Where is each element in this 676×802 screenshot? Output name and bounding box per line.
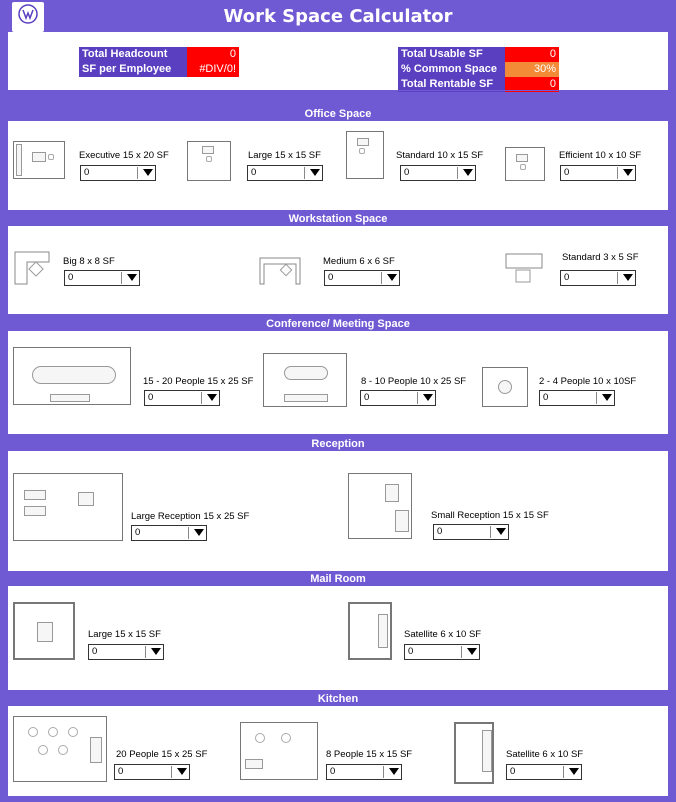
item-label-efficient: Efficient 10 x 10 SF bbox=[559, 150, 642, 161]
reception-panel bbox=[8, 451, 668, 571]
medium-workstation-dropdown[interactable]: 0 bbox=[324, 270, 400, 286]
item-label-standard-workstation: Standard 3 x 5 SF bbox=[562, 252, 639, 263]
large-reception-dropdown[interactable]: 0 bbox=[131, 525, 207, 541]
small-reception-dropdown[interactable]: 0 bbox=[433, 524, 509, 540]
total-headcount-label: Total Headcount bbox=[79, 47, 187, 62]
summary-panel bbox=[8, 32, 668, 90]
item-label-large: Large 15 x 15 SF bbox=[248, 150, 321, 161]
item-label-large-kitchen: 20 People 15 x 25 SF bbox=[116, 749, 208, 760]
executive-office-dropdown[interactable]: 0 bbox=[80, 165, 156, 181]
small-reception-plan-icon bbox=[348, 473, 412, 539]
large-mailroom-plan-icon bbox=[13, 602, 75, 660]
small-conference-dropdown[interactable]: 0 bbox=[539, 390, 615, 406]
office-panel bbox=[8, 121, 668, 210]
common-space-label: % Common Space bbox=[398, 62, 505, 77]
section-title-mailroom: Mail Room bbox=[8, 572, 668, 586]
conference-panel bbox=[8, 331, 668, 434]
standard-office-dropdown[interactable]: 0 bbox=[400, 165, 476, 181]
satellite-mailroom-dropdown[interactable]: 0 bbox=[404, 644, 480, 660]
item-label-big-workstation: Big 8 x 8 SF bbox=[63, 256, 115, 267]
sf-per-employee-label: SF per Employee bbox=[79, 62, 187, 77]
big-workstation-dropdown[interactable]: 0 bbox=[64, 270, 140, 286]
summary-divider bbox=[8, 90, 668, 91]
large-kitchen-dropdown[interactable]: 0 bbox=[114, 764, 190, 780]
section-title-reception: Reception bbox=[8, 437, 668, 451]
medium-workstation-plan-icon bbox=[258, 256, 302, 286]
medium-conference-plan-icon bbox=[263, 353, 347, 407]
large-office-plan-icon bbox=[187, 141, 231, 181]
total-usable-sf-label: Total Usable SF bbox=[398, 47, 505, 62]
item-label-medium-workstation: Medium 6 x 6 SF bbox=[323, 256, 395, 267]
section-title-office: Office Space bbox=[8, 107, 668, 121]
executive-office-plan-icon bbox=[13, 141, 65, 179]
workstation-panel bbox=[8, 226, 668, 314]
efficient-office-dropdown[interactable]: 0 bbox=[560, 165, 636, 181]
mailroom-panel bbox=[8, 586, 668, 690]
large-conference-dropdown[interactable]: 0 bbox=[144, 390, 220, 406]
page-title: Work Space Calculator bbox=[223, 6, 453, 27]
total-headcount-value[interactable]: 0 bbox=[187, 47, 239, 62]
medium-kitchen-dropdown[interactable]: 0 bbox=[326, 764, 402, 780]
total-rentable-sf-value[interactable]: 0 bbox=[505, 77, 559, 92]
large-office-dropdown[interactable]: 0 bbox=[247, 165, 323, 181]
efficient-office-plan-icon bbox=[505, 147, 545, 181]
medium-conference-dropdown[interactable]: 0 bbox=[360, 390, 436, 406]
item-label-satellite-kitchen: Satellite 6 x 10 SF bbox=[506, 749, 584, 760]
standard-workstation-dropdown[interactable]: 0 bbox=[560, 270, 636, 286]
total-rentable-sf-label: Total Rentable SF bbox=[398, 77, 505, 92]
kitchen-panel bbox=[8, 706, 668, 796]
standard-workstation-plan-icon bbox=[504, 252, 544, 286]
item-label-small-conference: 2 - 4 People 10 x 10SF bbox=[539, 376, 637, 387]
satellite-mailroom-plan-icon bbox=[348, 602, 392, 660]
item-label-satellite-mailroom: Satellite 6 x 10 SF bbox=[404, 629, 482, 640]
satellite-kitchen-dropdown[interactable]: 0 bbox=[506, 764, 582, 780]
item-label-standard: Standard 10 x 15 SF bbox=[396, 150, 484, 161]
section-title-kitchen: Kitchen bbox=[8, 692, 668, 706]
item-label-medium-conference: 8 - 10 People 10 x 25 SF bbox=[361, 376, 467, 387]
large-kitchen-plan-icon bbox=[13, 716, 107, 782]
small-conference-plan-icon bbox=[482, 367, 528, 407]
item-label-medium-kitchen: 8 People 15 x 15 SF bbox=[326, 749, 413, 760]
item-label-large-reception: Large Reception 15 x 25 SF bbox=[131, 511, 250, 522]
total-usable-sf-value[interactable]: 0 bbox=[505, 47, 559, 62]
large-reception-plan-icon bbox=[13, 473, 123, 541]
section-title-conference: Conference/ Meeting Space bbox=[8, 317, 668, 331]
standard-office-plan-icon bbox=[346, 131, 384, 179]
big-workstation-plan-icon bbox=[13, 250, 51, 286]
section-title-workstation: Workstation Space bbox=[8, 212, 668, 226]
item-label-small-reception: Small Reception 15 x 15 SF bbox=[431, 510, 549, 521]
sf-per-employee-value[interactable]: #DIV/0! bbox=[187, 62, 239, 77]
satellite-kitchen-plan-icon bbox=[454, 722, 494, 784]
large-mailroom-dropdown[interactable]: 0 bbox=[88, 644, 164, 660]
common-space-value[interactable]: 30% bbox=[505, 62, 559, 77]
item-label-executive: Executive 15 x 20 SF bbox=[79, 150, 169, 161]
item-label-large-mailroom: Large 15 x 15 SF bbox=[88, 629, 161, 640]
large-conference-plan-icon bbox=[13, 347, 131, 405]
medium-kitchen-plan-icon bbox=[240, 722, 318, 780]
item-label-large-conference: 15 - 20 People 15 x 25 SF bbox=[143, 376, 254, 387]
